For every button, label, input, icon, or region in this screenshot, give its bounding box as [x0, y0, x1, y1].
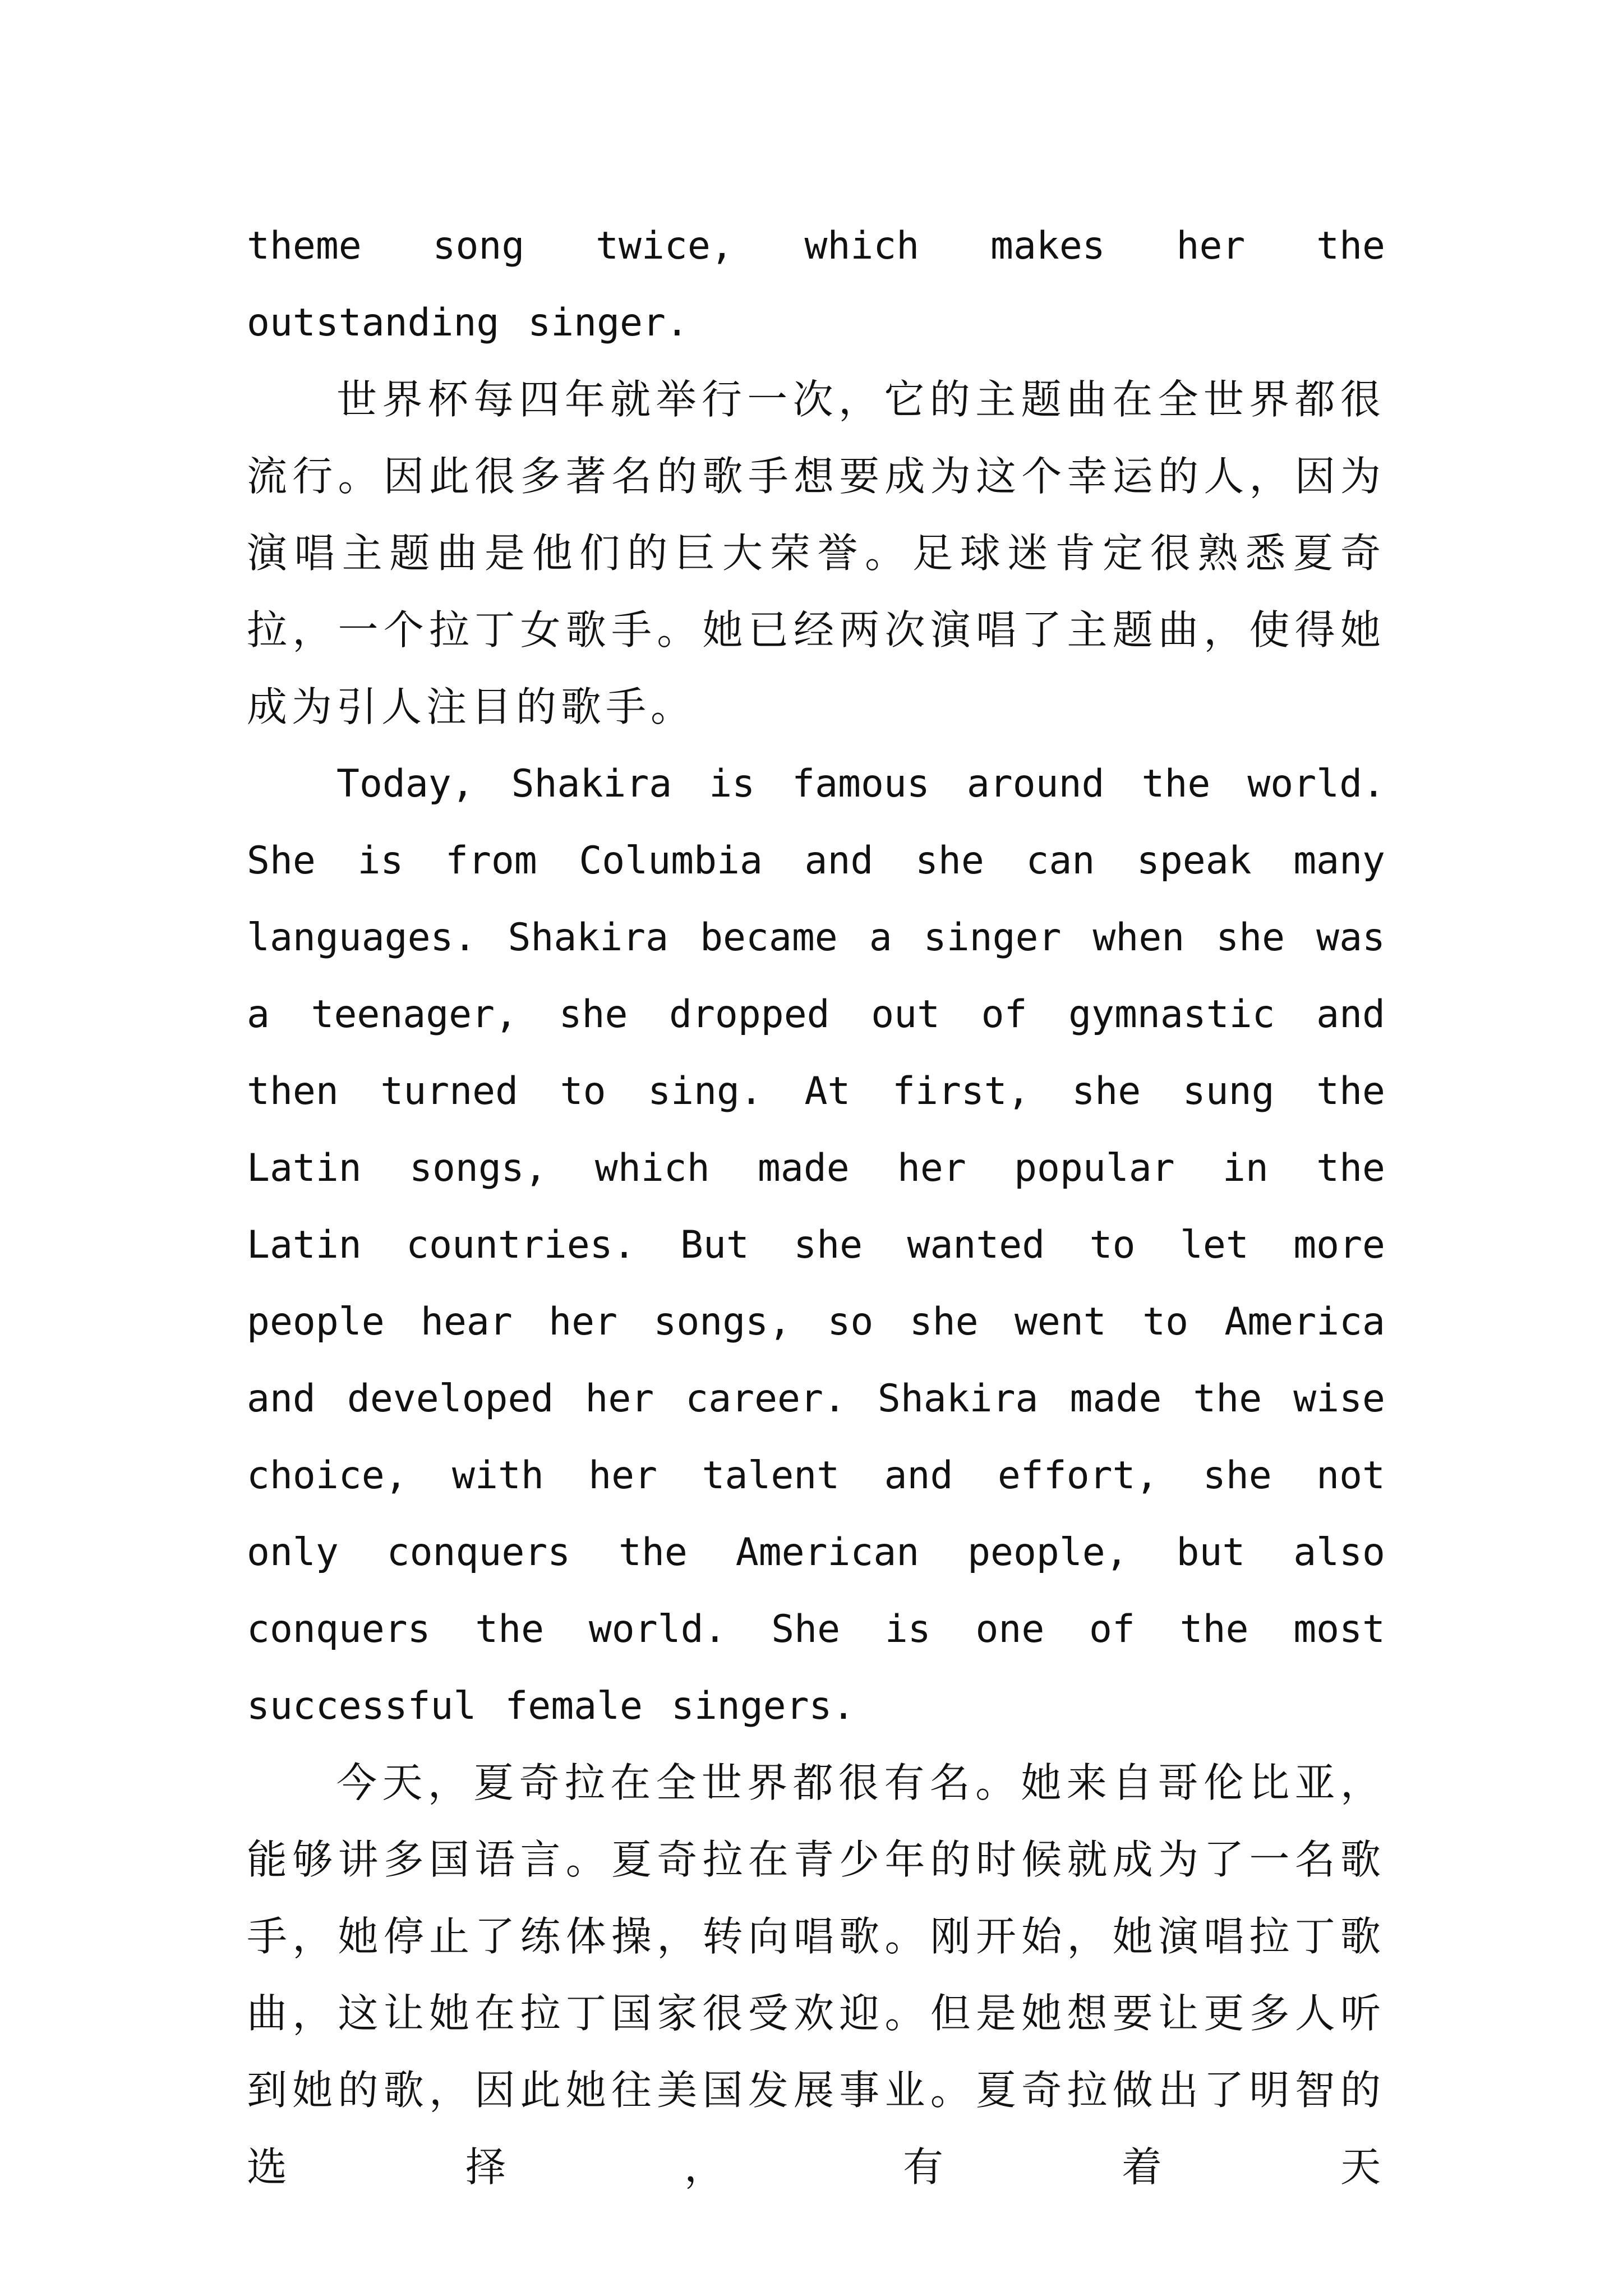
paragraph-en-today-shakira: Today, Shakira is famous around the world. She is from Columbia and she can speak many languages. Shakira became a singer when she was a teenager, she dropped out of gymnastic and then turned to sing. At first, she sung the Latin songs, which made her popular in the Latin countries. But she wanted to let more people hear her songs, so she went to America and developed her career. Shakira made the wise choice, with her talent and effort, she not only conquers the American people, but also conquers the world. She is one of the most successful female singers.	[247, 762, 1385, 1728]
document-body	[247, 208, 1385, 2206]
paragraph-zh-world-cup: 世界杯每四年就举行一次，它的主题曲在全世界都很流行。因此很多著名的歌手想要成为这个幸运的人，因为演唱主题曲是他们的巨大荣誉。足球迷肯定很熟悉夏奇拉，一个拉丁女歌手。她已经两次演唱了主题曲，使得她成为引人注目的歌手。	[247, 376, 1385, 730]
paragraph-en-theme-song: theme song twice, which makes her the outstanding singer.	[247, 224, 1385, 345]
paragraph-zh-today-shakira: 今天，夏奇拉在全世界都很有名。她来自哥伦比亚，能够讲多国语言。夏奇拉在青少年的时候就成为了一名歌手，她停止了练体操，转向唱歌。刚开始，她演唱拉丁歌曲，这让她在拉丁国家很受欢迎。但是她想要让更多人听到她的歌，因此她往美国发展事业。夏奇拉做出了明智的选择，有着天	[247, 1759, 1385, 2191]
